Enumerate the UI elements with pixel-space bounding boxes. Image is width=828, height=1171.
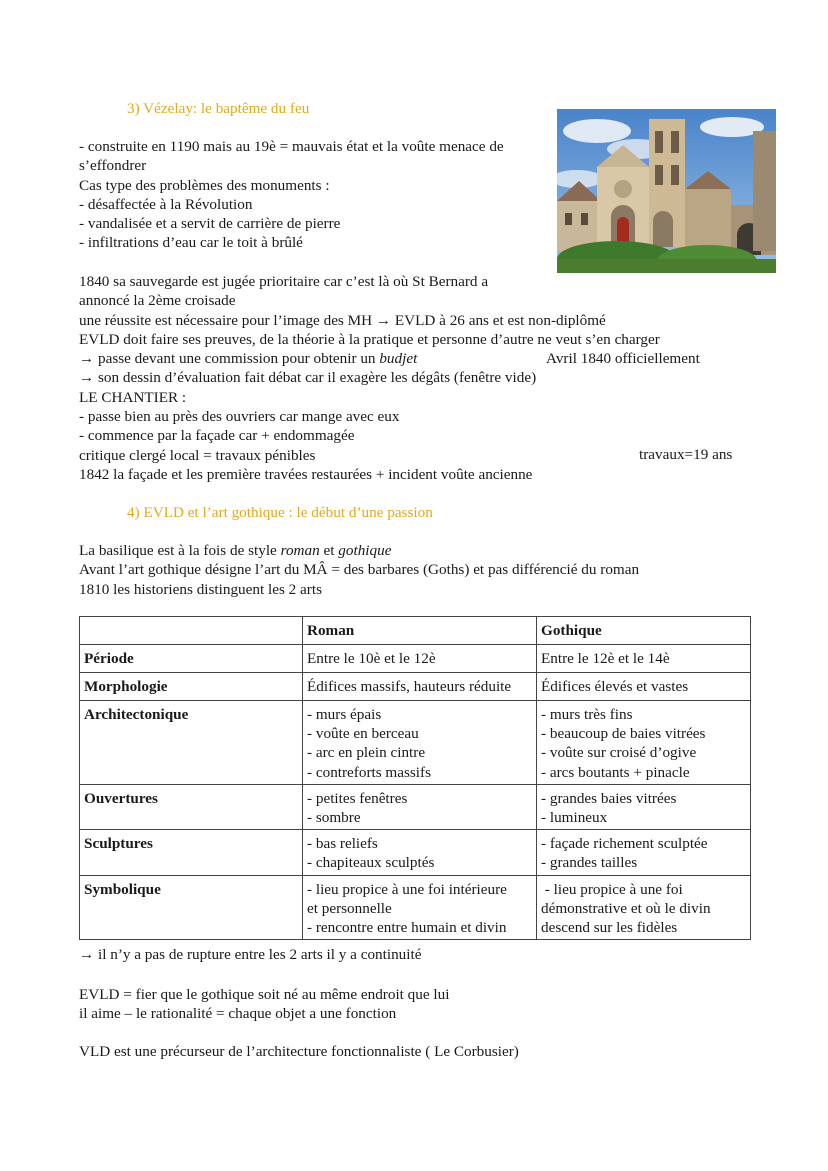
section-3-intro	[79, 137, 504, 253]
text-line: il aime – le rationalité = chaque objet a une fonction	[79, 1005, 397, 1023]
text-line: EVLD doit faire ses preuves, de la théorie à la pratique et personne d’autre ne veut s’en charger	[79, 330, 660, 348]
roman-cell: - lieu propice à une foi intérieure et personnelle - rencontre entre humain et divin	[303, 875, 537, 940]
row-label: Sculptures	[80, 830, 303, 875]
section-4-body	[79, 541, 639, 599]
text-line: une réussite est nécessaire pour l’image des MH → EVLD à 26 ans et est non-diplômé	[79, 311, 606, 329]
text-line: Avant l’art gothique désigne l’art du MÂ = des barbares (Goths) et pas différencié du roman	[79, 561, 640, 579]
text-line: - infiltrations d’eau car le toit à brûlé	[79, 234, 303, 252]
table-row	[80, 645, 751, 673]
text-line: - désaffectée à la Révolution	[79, 195, 253, 213]
roman-cell: Entre le 10è et le 12è	[303, 645, 537, 673]
table-row	[80, 673, 751, 701]
text-line: → son dessin d’évaluation fait débat car il exagère les dégâts (fenêtre vide)	[79, 369, 537, 387]
gothique-cell: - façade richement sculptée - grandes tailles	[537, 830, 751, 875]
text-line: 1840 sa sauvegarde est jugée prioritaire car c’est là où St Bernard a	[79, 273, 489, 290]
roman-cell: - petites fenêtres - sombre	[303, 784, 537, 829]
row-label: Architectonique	[80, 701, 303, 785]
evld-notes	[79, 985, 449, 1024]
text-line: - passe bien au près des ouvriers car mange avec eux	[79, 408, 400, 426]
table-row	[80, 701, 751, 785]
header-empty	[80, 617, 303, 645]
gothique-cell: Édifices élevés et vastes	[537, 673, 751, 701]
text-line: EVLD = fier que le gothique soit né au même endroit que lui	[79, 986, 450, 1003]
gothique-cell: - lieu propice à une foi démonstrative et où le divin descend sur les fidèles	[537, 875, 751, 940]
roman-cell: - murs épais - voûte en berceau - arc en plein cintre - contreforts massifs	[303, 701, 537, 785]
gothique-cell: - murs très fins - beaucoup de baies vitrées - voûte sur croisé d’ogive - arcs boutants + pinacle	[537, 701, 751, 785]
gothique-cell: - grandes baies vitrées - lumineux	[537, 784, 751, 829]
row-label: Ouvertures	[80, 784, 303, 829]
table-header-row	[80, 617, 751, 645]
text-line: - vandalisée et a servit de carrière de pierre	[79, 215, 341, 233]
roman-cell: - bas reliefs - chapiteaux sculptés	[303, 830, 537, 875]
row-label: Période	[80, 645, 303, 673]
text-line: - construite en 1190 mais au 19è = mauvais état et la voûte menace de	[79, 138, 504, 155]
text-line: critique clergé local = travaux pénibles	[79, 446, 316, 464]
row-label: Symbolique	[80, 875, 303, 940]
row-label: Morphologie	[80, 673, 303, 701]
travaux-duration-note: travaux=19 ans	[639, 446, 733, 463]
table-row	[80, 784, 751, 829]
gothique-cell: Entre le 12è et le 14è	[537, 645, 751, 673]
text-line: 1810 les historiens distinguent les 2 arts	[79, 580, 322, 598]
basilique-line	[79, 541, 639, 560]
section-3-heading: 3) Vézelay: le baptême du feu	[127, 100, 310, 117]
roman-italic: roman	[280, 542, 320, 559]
basilique-text: La basilique est à la fois de style	[79, 542, 281, 559]
section-4-heading: 4) EVLD et l’art gothique : le début d’une passion	[127, 504, 433, 521]
commission-text: → passe devant une commission pour obtenir un	[79, 350, 380, 368]
text-line: 1842 la façade et les première travées restaurées + incident voûte ancienne	[79, 465, 533, 483]
text-line: annoncé la 2ème croisade	[79, 292, 236, 310]
commission-date-note: Avril 1840 officiellement	[546, 350, 700, 367]
header-roman: Roman	[303, 617, 537, 645]
roman-gothique-table	[79, 616, 751, 940]
text-line: Cas type des problèmes des monuments :	[79, 176, 330, 194]
gothique-italic: gothique	[338, 542, 392, 559]
table-row	[80, 830, 751, 875]
text-line: LE CHANTIER :	[79, 388, 187, 406]
roman-cell: Édifices massifs, hauteurs réduite	[303, 673, 537, 701]
text-line: - commence par la façade car + endommagée	[79, 427, 355, 445]
section-3-body	[79, 272, 660, 484]
basilique-and: et	[319, 542, 339, 559]
budjet-italic: budjet	[379, 350, 418, 368]
continuity-note: → il n’y a pas de rupture entre les 2 arts il y a continuité	[79, 946, 422, 963]
header-gothique: Gothique	[537, 617, 751, 645]
vezelay-basilica-photo	[557, 109, 776, 273]
text-line: s’effondrer	[79, 157, 147, 175]
vld-note: VLD est une précurseur de l’architecture fonctionnaliste ( Le Corbusier)	[79, 1043, 519, 1060]
table-row	[80, 875, 751, 940]
